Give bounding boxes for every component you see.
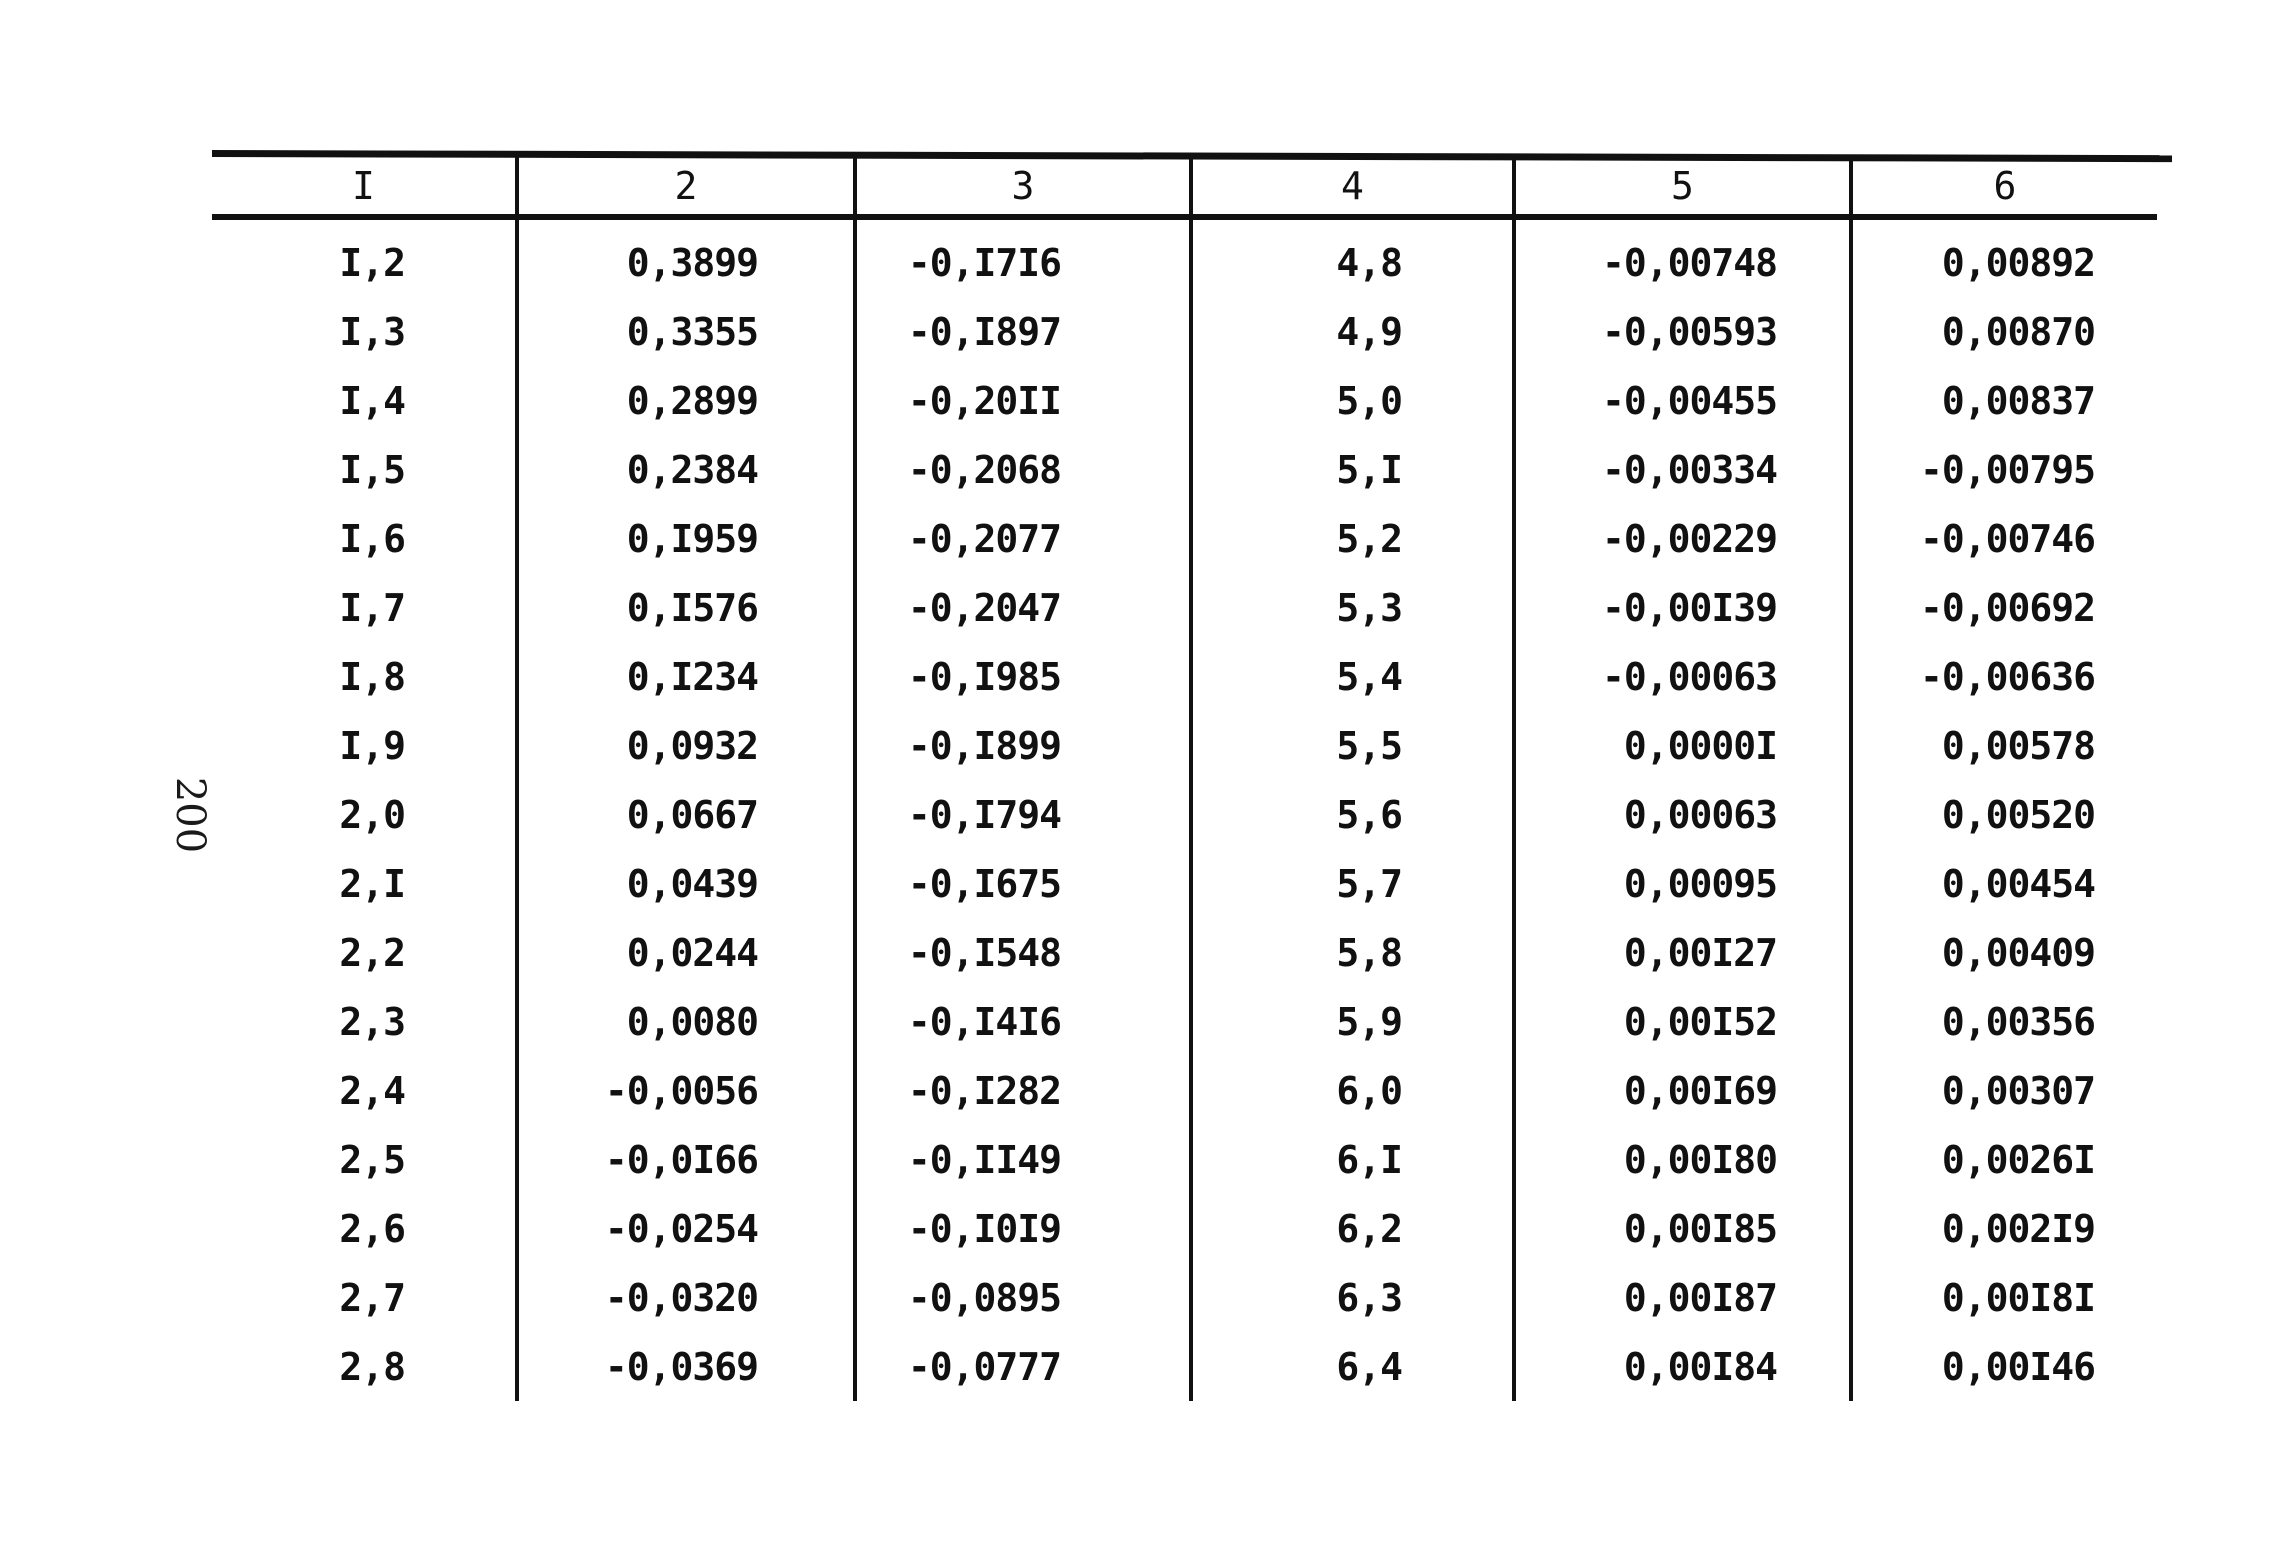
table-cell: 0,0932 bbox=[517, 711, 855, 780]
table-cell: 0,00307 bbox=[1851, 1056, 2157, 1125]
table-cell: 0,2899 bbox=[517, 366, 855, 435]
table-cell: -0,II49 bbox=[855, 1125, 1191, 1194]
column-header: 2 bbox=[517, 157, 855, 214]
table-cell: 5,9 bbox=[1191, 987, 1514, 1056]
table-cell: 5,I bbox=[1191, 435, 1514, 504]
table-cell: 0,00I84 bbox=[1514, 1332, 1851, 1401]
table-cell: 0,I576 bbox=[517, 573, 855, 642]
table-cell: -0,0254 bbox=[517, 1194, 855, 1263]
table-cell: 0,3355 bbox=[517, 297, 855, 366]
table-cell: 6,I bbox=[1191, 1125, 1514, 1194]
table-cell: -0,00334 bbox=[1514, 435, 1851, 504]
table-cell: 0,00520 bbox=[1851, 780, 2157, 849]
table-cell: 6,2 bbox=[1191, 1194, 1514, 1263]
table-cell: 0,0667 bbox=[517, 780, 855, 849]
table-cell: -0,I675 bbox=[855, 849, 1191, 918]
table-row bbox=[212, 849, 2157, 918]
table-cell: 2,7 bbox=[339, 1275, 405, 1320]
table-cell: -0,I0I9 bbox=[855, 1194, 1191, 1263]
table-cell: 2,6 bbox=[339, 1206, 405, 1251]
table-cell: 2,5 bbox=[339, 1137, 405, 1182]
table-cell: -0,00748 bbox=[1514, 214, 1851, 297]
column-header: I bbox=[352, 163, 375, 208]
table-cell: I,9 bbox=[339, 723, 405, 768]
table-cell: 0,I959 bbox=[517, 504, 855, 573]
table-cell: -0,I794 bbox=[855, 780, 1191, 849]
table-row bbox=[212, 504, 2157, 573]
table-cell: 0,00I46 bbox=[1851, 1332, 2157, 1401]
page-number: 200 bbox=[167, 776, 213, 854]
table-cell: 0,00870 bbox=[1851, 297, 2157, 366]
table-row bbox=[212, 711, 2157, 780]
table-cell: -0,2047 bbox=[855, 573, 1191, 642]
table-cell: I,7 bbox=[339, 585, 405, 630]
table-cell: 0,0244 bbox=[517, 918, 855, 987]
table-cell: 5,3 bbox=[1191, 573, 1514, 642]
table-cell: 5,6 bbox=[1191, 780, 1514, 849]
table-cell: 0,00I80 bbox=[1514, 1125, 1851, 1194]
data-table bbox=[212, 157, 2157, 1401]
table-cell: 0,0439 bbox=[517, 849, 855, 918]
table-cell: -0,I985 bbox=[855, 642, 1191, 711]
table-cell: I,2 bbox=[339, 240, 405, 285]
table-row bbox=[212, 1263, 2157, 1332]
table-cell: -0,0056 bbox=[517, 1056, 855, 1125]
table-cell: -0,0I66 bbox=[517, 1125, 855, 1194]
column-header: 3 bbox=[855, 157, 1191, 214]
table-cell: 6,3 bbox=[1191, 1263, 1514, 1332]
table-cell: 0,00454 bbox=[1851, 849, 2157, 918]
table-cell: 5,0 bbox=[1191, 366, 1514, 435]
table-cell: 0,00I52 bbox=[1514, 987, 1851, 1056]
table-cell: I,3 bbox=[339, 309, 405, 354]
table-cell: -0,I4I6 bbox=[855, 987, 1191, 1056]
table-cell: -0,I897 bbox=[855, 297, 1191, 366]
table-cell: -0,I899 bbox=[855, 711, 1191, 780]
table-cell: 0,00095 bbox=[1514, 849, 1851, 918]
table-row bbox=[212, 1056, 2157, 1125]
table-cell: -0,0320 bbox=[517, 1263, 855, 1332]
table-header-row bbox=[212, 157, 2157, 214]
table-cell: 2,2 bbox=[339, 930, 405, 975]
table-cell: 2,0 bbox=[339, 792, 405, 837]
table-cell: 5,4 bbox=[1191, 642, 1514, 711]
table-cell: 0,0026I bbox=[1851, 1125, 2157, 1194]
table-cell: 4,8 bbox=[1191, 214, 1514, 297]
table-cell: -0,0895 bbox=[855, 1263, 1191, 1332]
table-cell: 0,00I8I bbox=[1851, 1263, 2157, 1332]
table-cell: 4,9 bbox=[1191, 297, 1514, 366]
table-cell: 2,3 bbox=[339, 999, 405, 1044]
table-cell: 5,7 bbox=[1191, 849, 1514, 918]
table-row bbox=[212, 366, 2157, 435]
table-cell: -0,00593 bbox=[1514, 297, 1851, 366]
table-cell: 0,00I85 bbox=[1514, 1194, 1851, 1263]
table-row bbox=[212, 1125, 2157, 1194]
table-cell: I,4 bbox=[339, 378, 405, 423]
table-cell: 0,00I87 bbox=[1514, 1263, 1851, 1332]
column-header: 6 bbox=[1851, 157, 2157, 214]
table-cell: -0,I282 bbox=[855, 1056, 1191, 1125]
table-cell: 0,00892 bbox=[1851, 214, 2157, 297]
table-cell: 0,0000I bbox=[1514, 711, 1851, 780]
table-cell: 0,00409 bbox=[1851, 918, 2157, 987]
table-cell: I,5 bbox=[339, 447, 405, 492]
table-cell: 5,8 bbox=[1191, 918, 1514, 987]
table-cell: 0,2384 bbox=[517, 435, 855, 504]
table-cell: I,6 bbox=[339, 516, 405, 561]
table-cell: -0,2077 bbox=[855, 504, 1191, 573]
table-cell: 0,00I27 bbox=[1514, 918, 1851, 987]
table-cell: 6,0 bbox=[1191, 1056, 1514, 1125]
table-row bbox=[212, 435, 2157, 504]
table-row bbox=[212, 1332, 2157, 1401]
table-cell: -0,I548 bbox=[855, 918, 1191, 987]
table-cell: 0,00I69 bbox=[1514, 1056, 1851, 1125]
table-row bbox=[212, 573, 2157, 642]
table-cell: -0,I7I6 bbox=[855, 214, 1191, 297]
table-cell: 2,I bbox=[339, 861, 405, 906]
table-cell: 0,3899 bbox=[517, 214, 855, 297]
table-cell: -0,00636 bbox=[1851, 642, 2157, 711]
column-header: 5 bbox=[1514, 157, 1851, 214]
table-cell: -0,20II bbox=[855, 366, 1191, 435]
table-row bbox=[212, 214, 2157, 297]
table-cell: -0,00229 bbox=[1514, 504, 1851, 573]
table-row bbox=[212, 1194, 2157, 1263]
table-cell: 0,I234 bbox=[517, 642, 855, 711]
table-cell: 2,4 bbox=[339, 1068, 405, 1113]
table-cell: -0,00I39 bbox=[1514, 573, 1851, 642]
table-cell: -0,00692 bbox=[1851, 573, 2157, 642]
table-cell: 0,002I9 bbox=[1851, 1194, 2157, 1263]
table-cell: 0,00356 bbox=[1851, 987, 2157, 1056]
table-row bbox=[212, 918, 2157, 987]
table-row bbox=[212, 780, 2157, 849]
table-cell: I,8 bbox=[339, 654, 405, 699]
table-cell: 5,5 bbox=[1191, 711, 1514, 780]
table-row bbox=[212, 297, 2157, 366]
table-cell: 2,8 bbox=[339, 1344, 405, 1389]
table-cell: -0,0777 bbox=[855, 1332, 1191, 1401]
table-cell: -0,00063 bbox=[1514, 642, 1851, 711]
table-cell: 0,00837 bbox=[1851, 366, 2157, 435]
column-header: 4 bbox=[1191, 157, 1514, 214]
table-cell: 0,00578 bbox=[1851, 711, 2157, 780]
table-cell: 0,00063 bbox=[1514, 780, 1851, 849]
table-cell: 5,2 bbox=[1191, 504, 1514, 573]
table-cell: 6,4 bbox=[1191, 1332, 1514, 1401]
table-cell: -0,00795 bbox=[1851, 435, 2157, 504]
table-row bbox=[212, 987, 2157, 1056]
table-body bbox=[212, 214, 2157, 1401]
table-cell: 0,0080 bbox=[517, 987, 855, 1056]
table-cell: -0,0369 bbox=[517, 1332, 855, 1401]
table-cell: -0,00746 bbox=[1851, 504, 2157, 573]
table-row bbox=[212, 642, 2157, 711]
table-cell: -0,00455 bbox=[1514, 366, 1851, 435]
table-cell: -0,2068 bbox=[855, 435, 1191, 504]
